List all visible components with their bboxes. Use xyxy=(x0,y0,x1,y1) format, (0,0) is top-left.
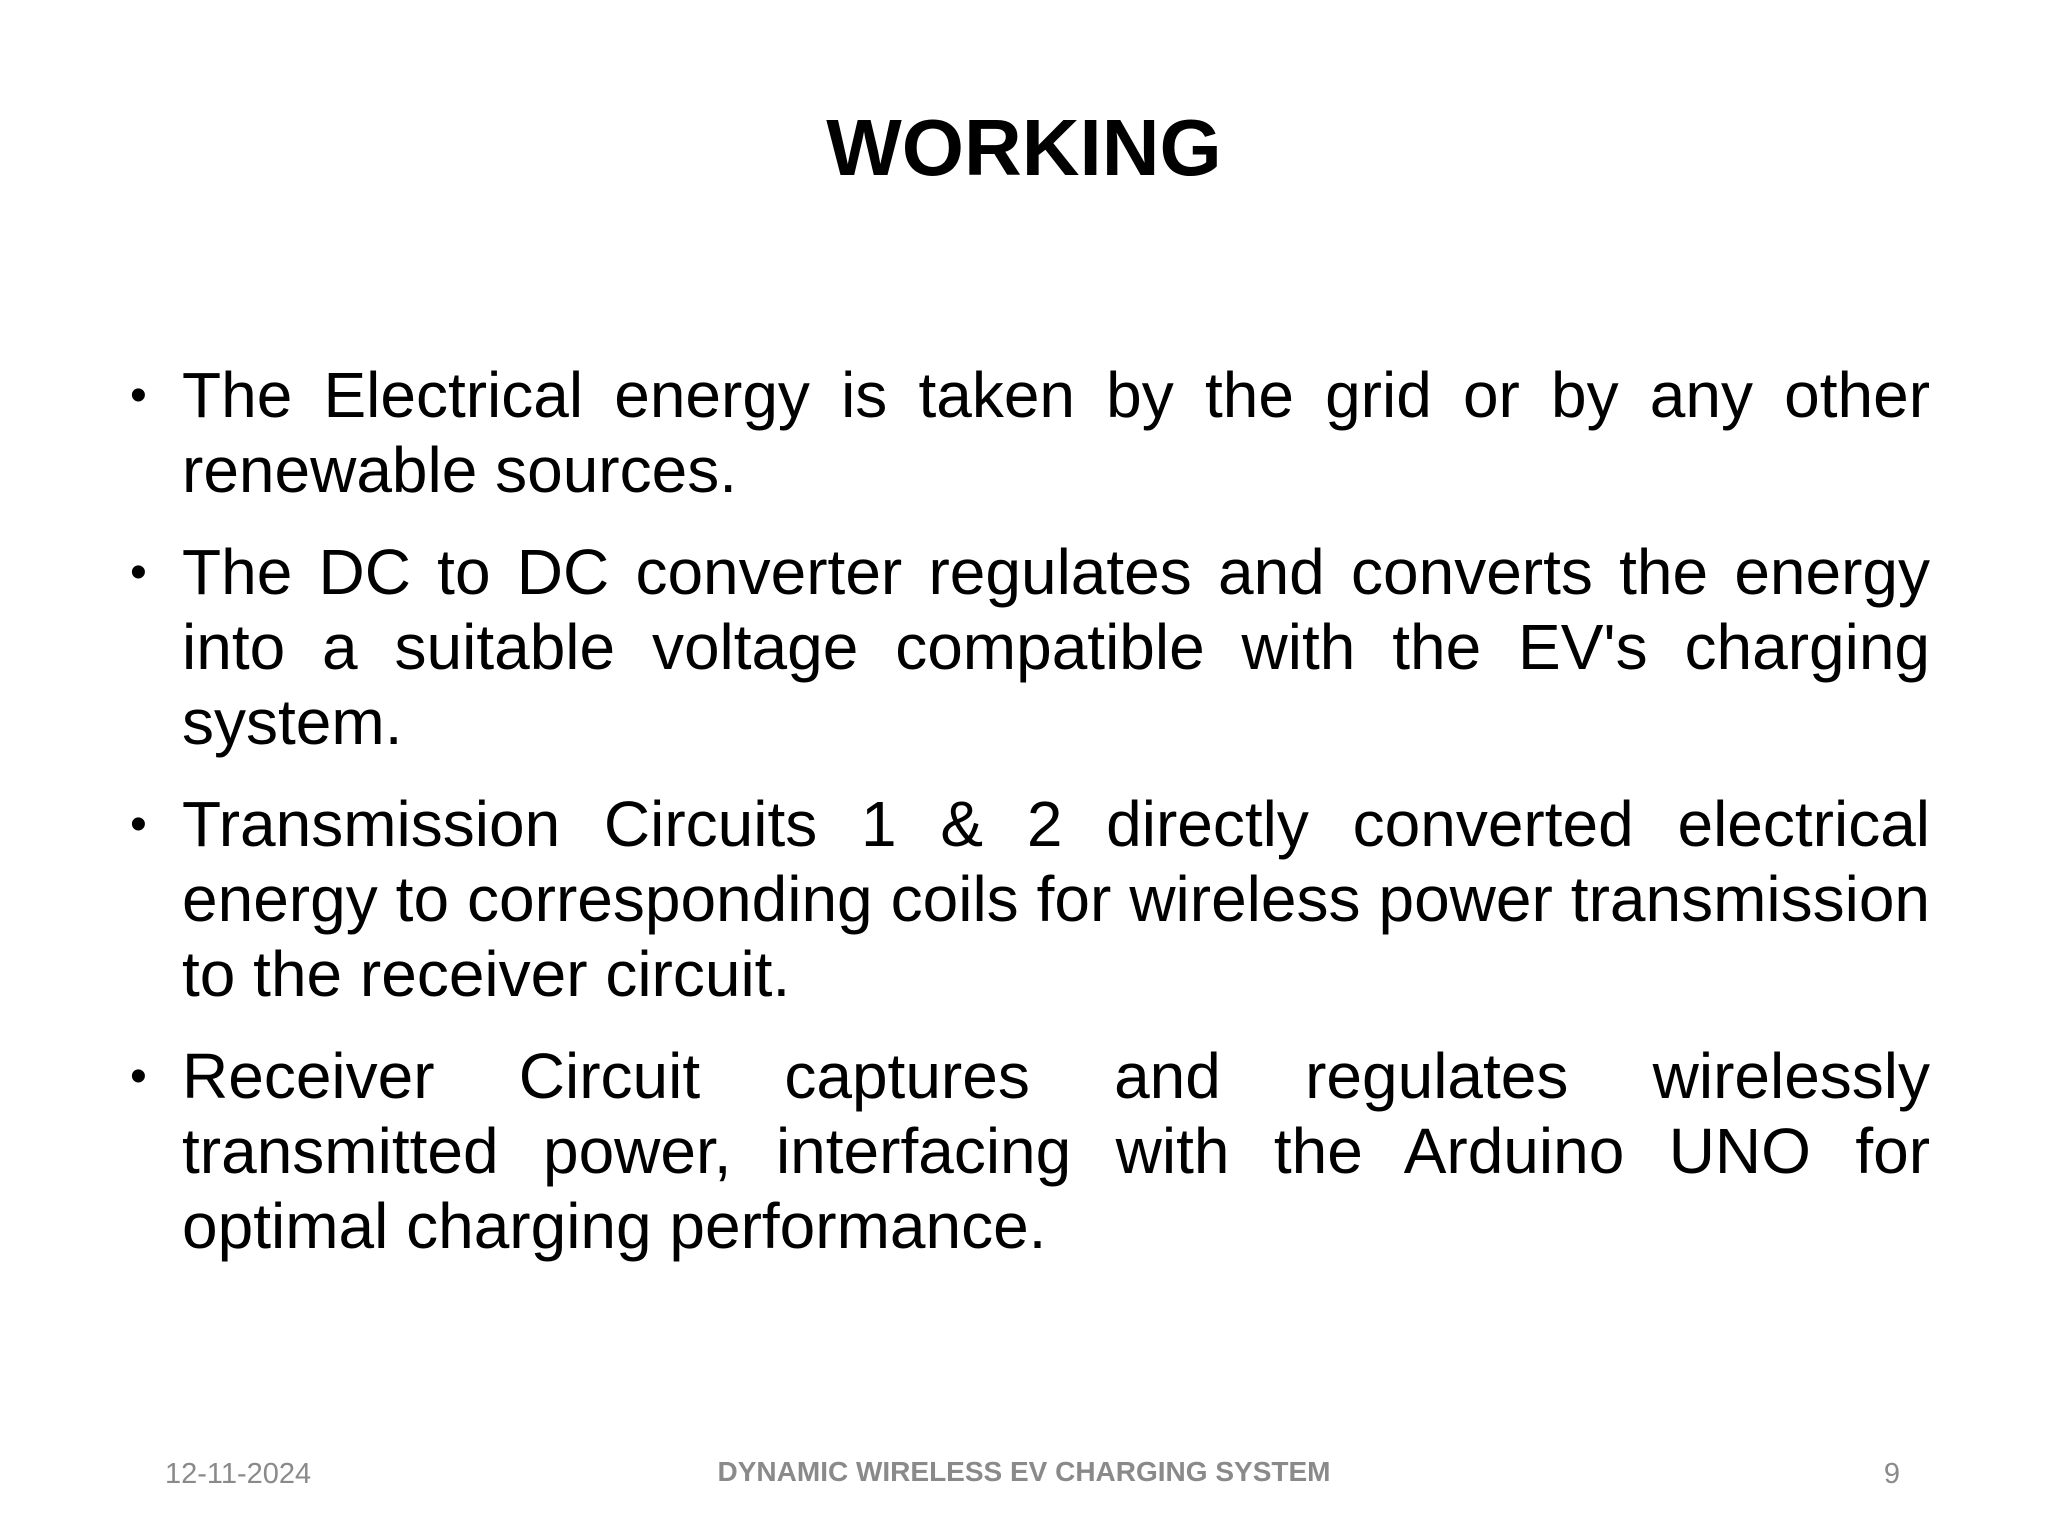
bullet-dot-icon: • xyxy=(130,546,147,599)
bullet-text: The DC to DC converter regulates and converts the energy into a suitable voltage compatible with the EV's charging system. xyxy=(182,536,1930,758)
bullet-list xyxy=(130,358,1930,1291)
page-number: 9 xyxy=(1883,1458,1900,1490)
bullet-item xyxy=(130,1039,1930,1264)
bullet-item xyxy=(130,358,1930,508)
bullet-text: Receiver Circuit captures and regulates wirelessly transmitted power, interfacing with the Arduino UNO for optimal charging performance. xyxy=(182,1040,1930,1262)
bullet-dot-icon: • xyxy=(130,1050,147,1103)
bullet-item xyxy=(130,535,1930,760)
footer-title: DYNAMIC WIRELESS EV CHARGING SYSTEM xyxy=(717,1456,1331,1487)
bullet-item xyxy=(130,787,1930,1012)
bullet-dot-icon: • xyxy=(130,798,147,851)
bullet-text: The Electrical energy is taken by the grid or by any other renewable sources. xyxy=(182,359,1930,506)
slide-title: WORKING xyxy=(826,103,1222,192)
footer-date: 12-11-2024 xyxy=(165,1458,312,1490)
bullet-text: Transmission Circuits 1 & 2 directly converted electrical energy to corresponding coils for wireless power transmission to the receiver circuit. xyxy=(182,788,1930,1010)
bullet-dot-icon: • xyxy=(130,369,147,422)
